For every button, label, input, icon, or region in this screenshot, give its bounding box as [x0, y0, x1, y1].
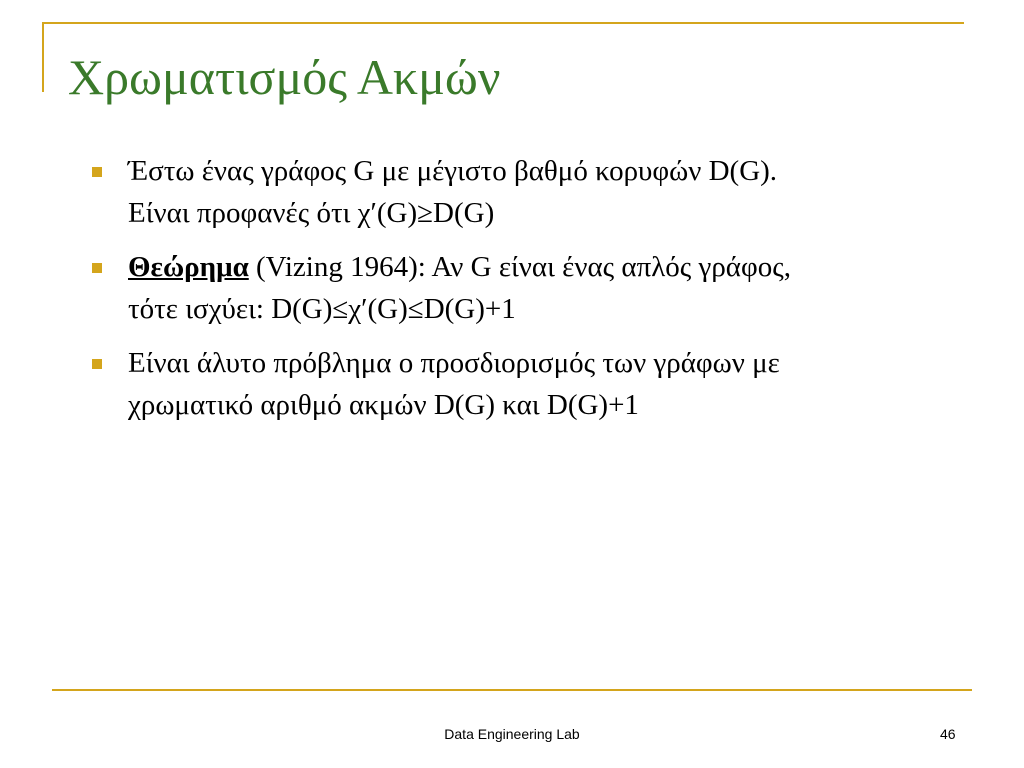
- bullet-square-icon: [92, 359, 102, 369]
- bullet-list: [92, 150, 1002, 438]
- bullet-square-icon: [92, 167, 102, 177]
- bullet-2-line-2: τότε ισχύει: D(G)≤χ′(G)≤D(G)+1: [128, 293, 516, 325]
- footer-label: Data Engineering Lab: [444, 726, 580, 742]
- footer-divider: [52, 689, 972, 691]
- bullet-item-1: [92, 150, 1002, 234]
- bullet-3-line-2: χρωματικό αριθμό ακμών D(G) και D(G)+1: [128, 389, 639, 421]
- left-border-line: [42, 22, 44, 92]
- bullet-item-2: [92, 246, 1002, 330]
- theorem-statement: (Vizing 1964): Αν G είναι ένας απλός γράφος,: [248, 251, 791, 283]
- bullet-3-line-1: Είναι άλυτο πρόβλημα ο προσδιορισμός των γράφων με: [128, 347, 780, 379]
- bullet-1-line-2: Είναι προφανές ότι χ′(G)≥D(G): [128, 197, 495, 229]
- bullet-item-3: [92, 342, 1002, 426]
- top-border-line: [42, 22, 964, 24]
- slide-title: Χρωματισμός Ακμών: [68, 49, 501, 105]
- bullet-1-line-1: Έστω ένας γράφος G με μέγιστο βαθμό κορυφών D(G).: [128, 155, 778, 187]
- page-number: 46: [940, 726, 956, 742]
- bullet-2-line-1: [128, 246, 1002, 288]
- bullet-square-icon: [92, 263, 102, 273]
- theorem-label: Θεώρημα: [128, 251, 249, 283]
